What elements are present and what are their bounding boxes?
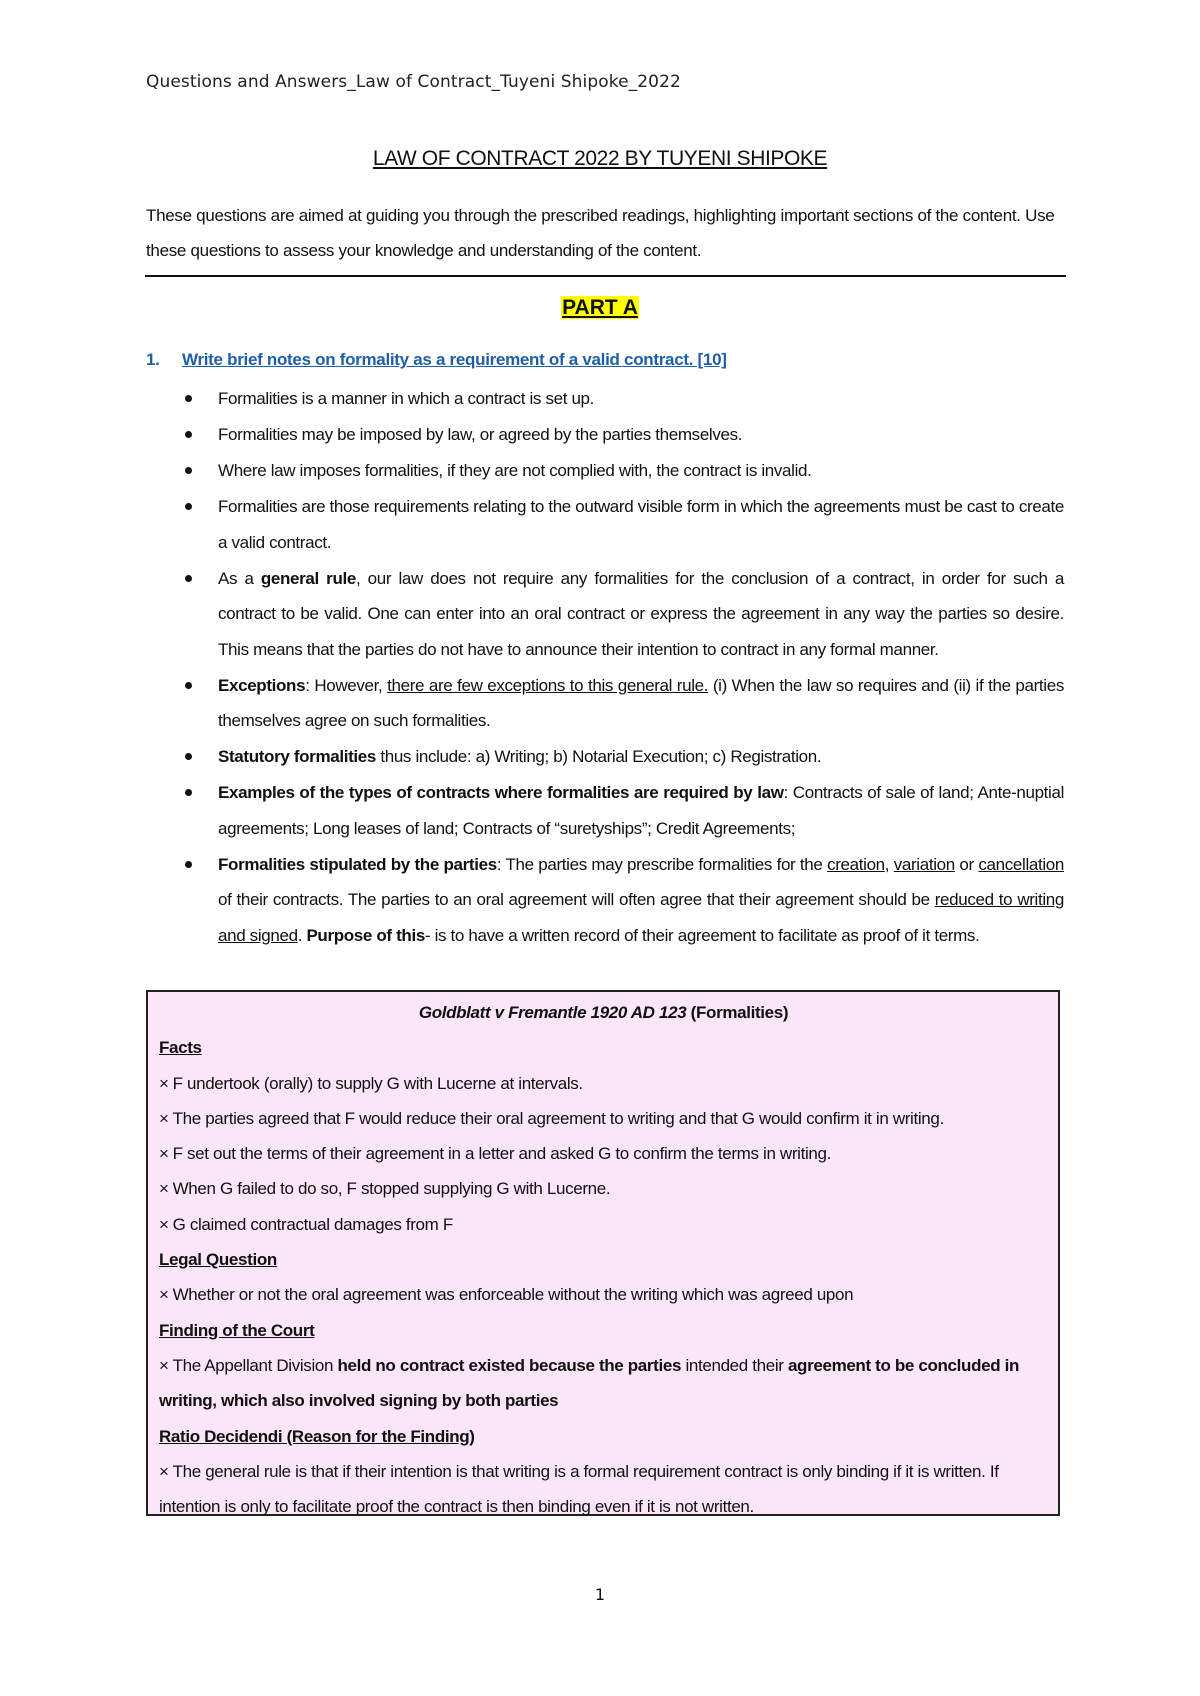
bullet-icon [185,467,192,474]
cross-bullet-icon: × [159,1073,169,1093]
ratio-text: × The general rule is that if their intention is that writing is a formal requirement contract is only binding if it is written. If intention is only to facilitate proof the contract is then binding even if it is not written. [159,1461,999,1517]
fact-item: × When G failed to do so, F stopped supplying G with Lucerne. [159,1179,611,1199]
cross-bullet-icon: × [159,1108,169,1128]
cross-bullet-icon: × [159,1461,169,1481]
bullet-item-party-formalities: Formalities stipulated by the parties: The parties may prescribe formalities for the creation, variation or cancellation of their contracts. The parties to an oral agreement will often agree that their agreement should be reduced to writing and signed. Purpose of this- is to have a written record of their agreement to facilitate as proof of it terms. [182,847,1064,954]
bullet-icon [185,753,192,760]
document-title: LAW OF CONTRACT 2022 BY TUYENI SHIPOKE [372,147,828,170]
bullet-item: Formalities is a manner in which a contract is set up. [182,381,1064,417]
cross-bullet-icon: × [159,1144,169,1164]
running-header: Questions and Answers_Law of Contract_Tuyeni Shipoke_2022 [146,72,681,92]
case-summary-box [146,990,1060,1516]
ratio-label: Ratio Decidendi (Reason for the Finding) [159,1426,475,1446]
bullet-item-general-rule: As a general rule, our law does not require any formalities for the conclusion of a contract, in order for such a contract to be valid. One can enter into an oral contract or express the agreement in any way the parties so desire. This means that the parties do not have to announce their intention to contract in any formal manner. [182,561,1064,668]
bullet-icon [185,431,192,438]
fact-item: × F undertook (orally) to supply G with Lucerne at intervals. [159,1073,583,1093]
fact-item: × F set out the terms of their agreement in a letter and asked G to confirm the terms in writing. [159,1144,831,1164]
bullet-icon [185,682,192,689]
fact-item: × G claimed contractual damages from F [159,1214,453,1234]
cross-bullet-icon: × [159,1179,169,1199]
cross-bullet-icon: × [159,1355,169,1375]
bullet-icon [185,503,192,510]
question-text: Write brief notes on formality as a requirement of a valid contract. [10] [182,350,727,369]
cross-bullet-icon: × [159,1285,169,1305]
bullet-item: Formalities are those requirements relating to the outward visible form in which the agreements must be cast to create a valid contract. [182,489,1064,560]
bullet-icon [185,861,192,868]
legal-question-label: Legal Question [159,1250,277,1270]
part-heading [0,296,1200,320]
part-heading-label: PART A [562,296,638,319]
bullet-item-exceptions: Exceptions: However, there are few exceptions to this general rule. (i) When the law so requires and (ii) if the parties themselves agree on such formalities. [182,668,1064,739]
cross-bullet-icon: × [159,1214,169,1234]
answer-bullet-list [182,381,1064,954]
bullet-icon [185,575,192,582]
bullet-icon [185,789,192,796]
finding-label: Finding of the Court [159,1320,315,1340]
bullet-item-examples: Examples of the types of contracts where formalities are required by law: Contracts of sale of land; Ante-nuptial agreements; Long leases of land; Contracts of “suretyships”; Credit Agreements; [182,775,1064,846]
question-1 [146,350,727,370]
fact-item: × The parties agreed that F would reduce their oral agreement to writing and that G would confirm it in writing. [159,1108,944,1128]
page-number: 1 [594,1585,606,1604]
question-number: 1. [146,350,160,369]
bullet-icon [185,395,192,402]
intro-paragraph: These questions are aimed at guiding you through the prescribed readings, highlighting important sections of the content. Use these questions to assess your knowledge and understanding of the content. [146,206,1055,260]
finding-text: × The Appellant Division held no contract existed because the parties intended their agreement to be concluded in writing, which also involved signing by both parties [159,1355,1020,1411]
bullet-item: Where law imposes formalities, if they are not complied with, the contract is invalid. [182,453,1064,489]
facts-label: Facts [159,1038,202,1058]
legal-question-text: × Whether or not the oral agreement was enforceable without the writing which was agreed upon [159,1285,854,1305]
case-title: Goldblatt v Fremantle 1920 AD 123 (Formalities) [418,1003,789,1022]
horizontal-rule [145,275,1066,277]
bullet-item: Formalities may be imposed by law, or agreed by the parties themselves. [182,417,1064,453]
bullet-item-statutory: Statutory formalities thus include: a) Writing; b) Notarial Execution; c) Registration. [182,739,1064,775]
